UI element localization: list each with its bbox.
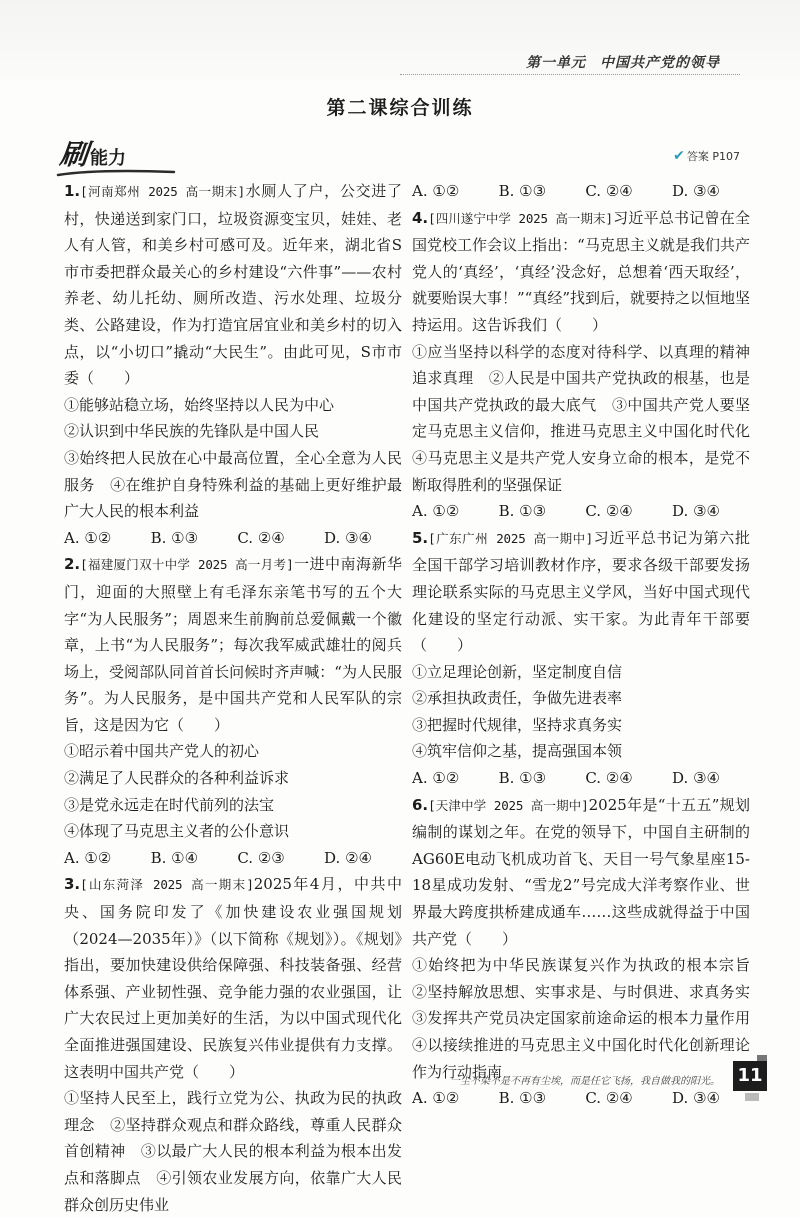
question-number: 1. xyxy=(64,182,81,200)
answer-options xyxy=(412,178,750,205)
answer-blank: （ ） xyxy=(457,929,518,948)
question-5 xyxy=(412,525,750,792)
question-stem: 水厕人了户，公交进了村，快递送到家门口，垃圾资源变宝贝，娃娃、老人有人管，和美乡村可感可及。近年来，湖北省S市市委把群众最关心的乡村建设“六件事”——农村养老、幼儿托幼、厕所改造、污水处理、垃圾分类、公路建设，作为打造宜居宜业和美乡村的切入点，以“小切口”撬动“大民生”。由此可见，S市市委 xyxy=(64,182,402,388)
page-corner-decoration xyxy=(745,1093,759,1101)
answer-page: P107 xyxy=(712,150,740,163)
statement: ①坚持人民至上，践行立党为公、执政为民的执政理念 ②坚持群众观点和群众路线，尊重人民群众首创精神 ③以最广大人民的根本利益为根本出发点和落脚点 ④引领农业发展方向，依靠广大人民群众创历史伟业 xyxy=(64,1089,402,1214)
answer-options xyxy=(412,1085,750,1112)
statement: ④筑牢信仰之基，提高强国本领 xyxy=(412,742,623,761)
option-d[interactable]: D. ③④ xyxy=(672,182,720,200)
option-c[interactable]: C. ②③ xyxy=(237,848,285,867)
option-a[interactable]: A. ①② xyxy=(412,502,460,521)
question-stem: 习近平总书记曾在全国党校工作会议上指出：“马克思主义就是我们共产党人的‘真经’，‘真经’没念好，总想着‘西天取经’，就要贻误大事！”“真经”找到后，就要持之以恒地坚持运用。这告诉我们 xyxy=(412,208,751,334)
statement: ①始终把为中华民族谋复兴作为执政的根本宗旨 ②坚持解放思想、实事求是、与时俱进、求真务实 ③发挥共产党员决定国家前途命运的根本力量作用 ④以接续推进的马克思主义中国化时代化创新理论作为行动指南 xyxy=(412,956,766,1081)
brush-stroke-icon xyxy=(56,168,176,178)
question-source: [河南郑州 2025 高一期末] xyxy=(80,184,245,199)
question-stem: 2025年4月，中共中央、国务院印发了《加快建设农业强国规划（2024—2035年）》（以下简称《规划》）。《规划》指出，要加快建设供给保障强、科技装备强、经营体系强、产业韧性强、竞争能力强的农业强国，让广大农民过上更加美好的生活，为以中国式现代化全面推进强国建设、民族复兴伟业提供有力支撑。这表明中国共产党 xyxy=(64,875,403,1081)
statement: ①立足理论创新，坚定制度自信 xyxy=(412,662,623,681)
badge-text: 能力 xyxy=(90,148,127,169)
question-source: [广东广州 2025 高一期中] xyxy=(428,530,593,546)
option-c[interactable]: C. ②④ xyxy=(585,1089,633,1108)
option-a[interactable]: A. ①② xyxy=(412,769,460,788)
statement: ③是党永远走在时代前列的法宝 xyxy=(64,795,275,814)
answer-blank: （ ） xyxy=(547,315,608,334)
footer-quote: 一尘不染不是不再有尘埃，而是任它飞扬，我自做我的阳光。 xyxy=(450,1076,720,1087)
question-4 xyxy=(412,205,766,525)
option-c[interactable]: C. ②④ xyxy=(585,182,633,200)
left-column xyxy=(64,178,402,1218)
option-d[interactable]: D. ③④ xyxy=(672,1089,720,1108)
option-c[interactable]: C. ②④ xyxy=(585,502,633,521)
answer-blank: （ ） xyxy=(169,715,230,734)
option-a[interactable]: A. ①② xyxy=(412,182,460,200)
answer-options xyxy=(64,525,402,552)
question-3-options xyxy=(412,178,750,205)
answer-blank: （ ） xyxy=(79,369,140,388)
statement: ②认识到中华民族的先锋队是中国人民 xyxy=(64,422,320,441)
question-1 xyxy=(64,178,402,551)
unit-topic: 中国共产党的领导 xyxy=(600,55,720,71)
option-b[interactable]: B. ①③ xyxy=(498,769,547,788)
question-6 xyxy=(412,792,766,1112)
option-d[interactable]: D. ③④ xyxy=(672,769,720,788)
question-source: [天津中学 2025 高一期中] xyxy=(428,797,589,813)
option-b[interactable]: B. ①③ xyxy=(498,1089,547,1108)
question-source: [山东菏泽 2025 高一期末] xyxy=(80,877,254,893)
option-a[interactable]: A. ①② xyxy=(412,1089,460,1108)
statement: ②满足了人民群众的各种利益诉求 xyxy=(64,769,290,788)
statement: ④体现了马克思主义者的公仆意识 xyxy=(64,822,290,841)
option-b[interactable]: B. ①③ xyxy=(498,182,547,200)
option-b[interactable]: B. ①③ xyxy=(498,502,547,521)
question-3 xyxy=(64,871,402,1218)
header-divider xyxy=(400,74,740,75)
answer-blank: （ ） xyxy=(412,636,473,655)
option-d[interactable]: D. ③④ xyxy=(672,502,720,521)
option-c[interactable]: C. ②④ xyxy=(237,528,285,547)
statement: ③把握时代规律，坚持求真务实 xyxy=(412,715,623,734)
page-title: 第二课综合训练 xyxy=(326,97,474,119)
statement: ③始终把人民放在心中最高位置，全心全意为人民服务 ④在维护自身特殊利益的基础上更好维护最广大人民的根本利益 xyxy=(64,448,402,521)
right-column xyxy=(412,178,766,1112)
answer-reference xyxy=(673,148,740,164)
option-d[interactable]: D. ③④ xyxy=(324,528,372,547)
question-source: [四川遂宁中学 2025 高一期末] xyxy=(428,210,613,226)
answer-options xyxy=(412,498,750,525)
statement: ①昭示着中国共产党人的初心 xyxy=(64,742,260,761)
option-b[interactable]: B. ①③ xyxy=(150,528,199,547)
question-number: 5. xyxy=(412,528,429,547)
badge-char: 刷 xyxy=(58,138,90,171)
answer-blank: （ ） xyxy=(184,1062,245,1081)
checkmark-icon: ✔ xyxy=(673,148,685,164)
option-a[interactable]: A. ①② xyxy=(64,848,112,867)
statement: ②承担执政责任，争做先进表率 xyxy=(412,689,623,708)
option-d[interactable]: D. ②④ xyxy=(324,848,372,867)
question-stem: 习近平总书记为第六批全国干部学习培训教材作序，要求各级干部要发扬理论联系实际的马克思主义学风，当好中国式现代化建设的坚定行动派、实干家。为此青年干部要 xyxy=(412,528,750,628)
question-number: 6. xyxy=(412,795,429,814)
statement: ①应当坚持以科学的态度对待科学、以真理的精神追求真理 ②人民是中国共产党执政的根基，也是中国共产党执政的最大底气 ③中国共产党人要坚定马克思主义信仰，推进马克思主义中国化时代化 ④马克思主义是共产党人安身立命的根本，是党不断取得胜利的坚强保证 xyxy=(412,342,766,494)
question-number: 2. xyxy=(64,555,81,574)
question-2 xyxy=(64,551,402,871)
answer-options xyxy=(412,765,750,792)
unit-label: 第一单元 xyxy=(526,55,586,71)
page-number: 11 xyxy=(733,1061,767,1091)
option-c[interactable]: C. ②④ xyxy=(585,769,633,788)
running-header xyxy=(526,52,720,72)
section-badge xyxy=(60,133,126,173)
question-source: [福建厦门双十中学 2025 高一月考] xyxy=(80,557,294,573)
statement: ①能够站稳立场，始终坚持以人民为中心 xyxy=(64,395,335,414)
question-number: 3. xyxy=(64,875,81,894)
question-stem: 一进中南海新华门，迎面的大照壁上有毛泽东亲笔书写的五个大字“为人民服务”；周恩来生前胸前总爱佩戴一个徽章，上书“为人民服务”；每次我军威武雄壮的阅兵场上，受阅部队同首首长问候时齐声喊：“为人民服务”。为人民服务，是中国共产党和人民军队的宗旨，这是因为它 xyxy=(64,555,402,734)
answer-options xyxy=(64,845,402,872)
option-b[interactable]: B. ①④ xyxy=(150,848,199,867)
question-stem: 2025年是“十五五”规划编制的谋划之年。在党的领导下，中国自主研制的AG60E电动飞机成功首飞、天目一号气象星座15-18星成功发射、“雪龙2”号完成大洋考察作业、世界最大跨度拱桥建成通车……这些成就得益于中国共产党 xyxy=(412,795,750,948)
answer-label: 答案 xyxy=(686,150,709,163)
question-number: 4. xyxy=(412,208,429,227)
option-a[interactable]: A. ①② xyxy=(64,528,112,547)
